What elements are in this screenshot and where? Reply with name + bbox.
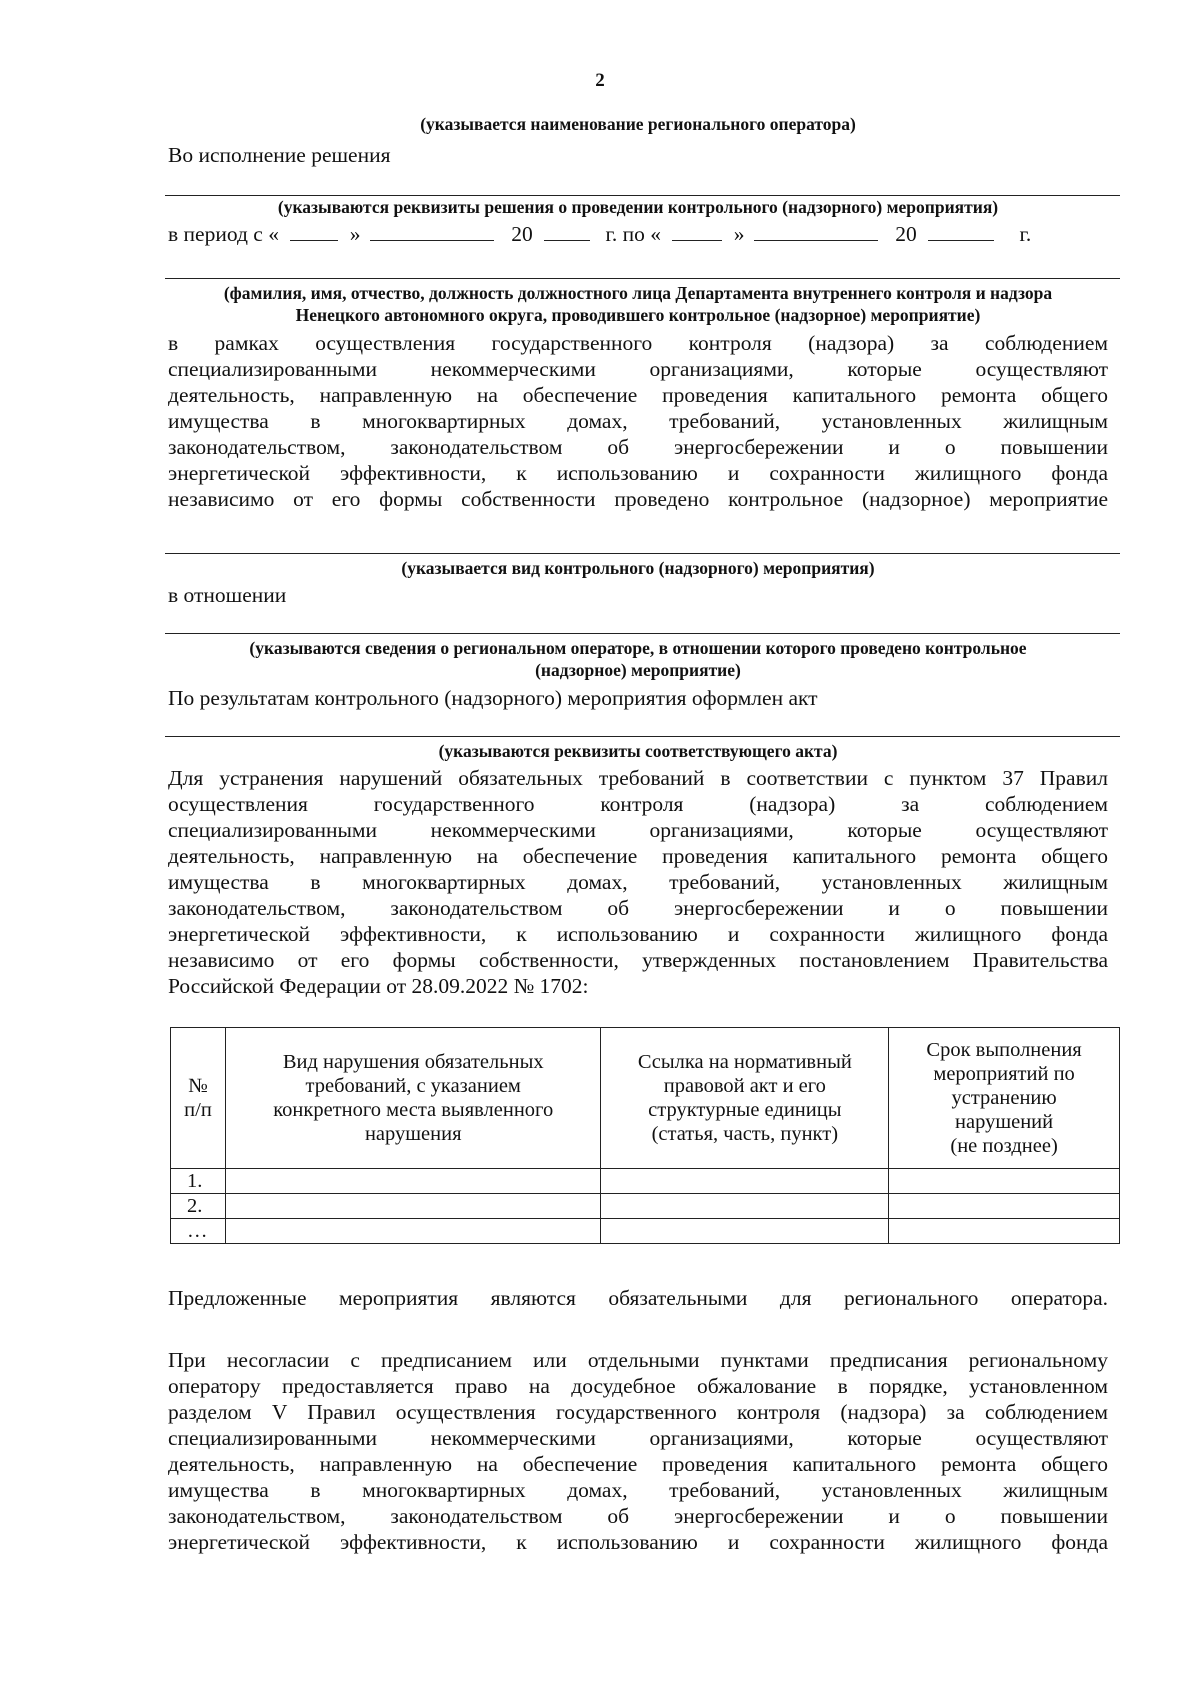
header-number: [171, 1028, 226, 1169]
header-deadline-line: Срок выполнения: [926, 1039, 1082, 1061]
caption-operator-info: [168, 637, 1108, 681]
paragraph1-line: независимо от его формы собственности проведено контрольное (надзорное) мероприятие: [168, 487, 1108, 511]
header-deadline-line: устранению: [951, 1087, 1057, 1109]
period-prefix: в период с «: [168, 222, 279, 246]
page-number: 2: [595, 70, 605, 91]
paragraph2-line: специализированными некоммерческими организациями, которые осуществляют: [168, 818, 1108, 842]
header-deadline-line: мероприятий по: [933, 1063, 1075, 1085]
day-to-blank: [672, 222, 722, 241]
cell-deadline: [889, 1169, 1120, 1194]
operator-info-line: [165, 633, 1120, 634]
table-row: [171, 1169, 1120, 1194]
violations-table: [170, 1027, 1120, 1244]
year-to-blank: [928, 222, 994, 241]
caption-operator-info-line2: (надзорное) мероприятие): [535, 660, 741, 680]
paragraph2-line: Российской Федерации от 28.09.2022 № 1702:: [168, 974, 589, 998]
table-header-row: [171, 1028, 1120, 1169]
table-row: [171, 1219, 1120, 1244]
header-violation-line: нарушения: [364, 1123, 462, 1145]
header-deadline: [889, 1028, 1120, 1169]
header-reference-line: (статья, часть, пункт): [651, 1123, 839, 1145]
month-from-blank: [370, 222, 494, 241]
caption-decision-details: (указываются реквизиты решения о проведении контрольного (надзорного) мероприятия): [277, 197, 999, 217]
header-deadline-line: (не позднее): [950, 1135, 1058, 1157]
caption-operator-info-line1: (указываются сведения о региональном операторе, в отношении которого проведено контрольное: [249, 638, 1027, 658]
period-suffix: г.: [1019, 222, 1032, 246]
paragraph1-line: энергетической эффективности, к использованию и сохранности жилищного фонда: [168, 461, 1108, 485]
header-number-line: п/п: [184, 1099, 212, 1121]
month-to-blank: [754, 222, 878, 241]
caption-operator-name: (указывается наименование регионального оператора): [420, 114, 856, 134]
paragraph3-line: законодательством, законодательством об энергосбережении и о повышении: [168, 1504, 1108, 1528]
header-reference-line: структурные единицы: [648, 1099, 842, 1121]
cell-reference: [601, 1194, 889, 1219]
paragraph2-line: осуществления государственного контроля (надзора) за соблюдением: [168, 792, 1108, 816]
paragraph1-line: имущества в многоквартирных домах, требований, установленных жилищным: [168, 409, 1108, 433]
mandatory-note-text: Предложенные мероприятия являются обязательными для регионального оператора.: [168, 1286, 1108, 1310]
paragraph3-line: имущества в многоквартирных домах, требований, установленных жилищным: [168, 1478, 1108, 1502]
cell-reference: [601, 1219, 889, 1244]
paragraph3-line: При несогласии с предписанием или отдельными пунктами предписания региональному: [168, 1348, 1108, 1372]
header-legal-reference: [601, 1028, 889, 1169]
in-relation-label: в отношении: [168, 583, 287, 607]
paragraph2-line: энергетической эффективности, к использованию и сохранности жилищного фонда: [168, 922, 1108, 946]
header-reference-line: Ссылка на нормативный: [637, 1051, 852, 1073]
row-number: 1.: [171, 1169, 226, 1194]
paragraph2-line: законодательством, законодательством об энергосбережении и о повышении: [168, 896, 1108, 920]
event-type-line: [165, 553, 1120, 554]
official-line: [165, 278, 1120, 279]
paragraph1-line: специализированными некоммерческими организациями, которые осуществляют: [168, 357, 1108, 381]
header-reference-line: правовой акт и его: [663, 1075, 826, 1097]
paragraph3-line: деятельность, направленную на обеспечение проведения капитального ремонта общего: [168, 1452, 1108, 1476]
paragraph2-line: независимо от его формы собственности, утвержденных постановлением Правительства: [168, 948, 1108, 972]
period-mid: г. по «: [605, 222, 661, 246]
caption-act-details: (указываются реквизиты соответствующего акта): [438, 741, 838, 761]
header-violation-type: [225, 1028, 601, 1169]
cell-violation: [225, 1169, 601, 1194]
decision-intro: Во исполнение решения: [168, 143, 391, 167]
day-from-blank: [290, 222, 338, 241]
paragraph-control-scope: [168, 330, 1108, 512]
paragraph3-line: оператору предоставляется право на досудебное обжалование в порядке, установленном: [168, 1374, 1108, 1398]
row-number: 2.: [171, 1194, 226, 1219]
year-prefix-to: 20: [895, 222, 917, 246]
row-number: …: [171, 1219, 226, 1244]
year-prefix-from: 20: [511, 222, 533, 246]
header-deadline-line: нарушений: [955, 1111, 1054, 1133]
cell-violation: [225, 1194, 601, 1219]
act-details-line: [165, 736, 1120, 737]
caption-event-type: (указывается вид контрольного (надзорного) мероприятия): [401, 558, 875, 578]
header-violation-line: конкретного места выявленного: [273, 1099, 554, 1121]
period-line: [168, 221, 1128, 247]
paragraph2-line: Для устранения нарушений обязательных требований в соответствии с пунктом 37 Правил: [168, 766, 1108, 790]
table-row: [171, 1194, 1120, 1219]
mandatory-note: [168, 1285, 1108, 1311]
cell-deadline: [889, 1219, 1120, 1244]
cell-reference: [601, 1169, 889, 1194]
paragraph-appeal-rights: [168, 1347, 1108, 1555]
header-violation-line: требований, с указанием: [305, 1075, 521, 1097]
paragraph3-line: энергетической эффективности, к использованию и сохранности жилищного фонда: [168, 1530, 1108, 1554]
header-violation-line: Вид нарушения обязательных: [282, 1051, 544, 1073]
paragraph3-line: специализированными некоммерческими организациями, которые осуществляют: [168, 1426, 1108, 1450]
paragraph1-line: деятельность, направленную на обеспечение проведения капитального ремонта общего: [168, 383, 1108, 407]
period-close-quote-to: »: [733, 222, 745, 246]
paragraph2-line: деятельность, направленную на обеспечение проведения капитального ремонта общего: [168, 844, 1108, 868]
period-close-quote-from: »: [349, 222, 361, 246]
caption-official: [168, 282, 1108, 326]
paragraph2-line: имущества в многоквартирных домах, требований, установленных жилищным: [168, 870, 1108, 894]
cell-violation: [225, 1219, 601, 1244]
paragraph1-line: законодательством, законодательством об энергосбережении и о повышении: [168, 435, 1108, 459]
caption-official-line1: (фамилия, имя, отчество, должность должностного лица Департамента внутреннего контроля и надзора: [223, 283, 1053, 303]
paragraph1-line: в рамках осуществления государственного контроля (надзора) за соблюдением: [168, 331, 1108, 355]
act-intro: По результатам контрольного (надзорного) мероприятия оформлен акт: [168, 686, 818, 710]
caption-official-line2: Ненецкого автономного округа, проводившего контрольное (надзорное) мероприятие): [295, 305, 981, 325]
cell-deadline: [889, 1194, 1120, 1219]
header-number-line: №: [188, 1075, 208, 1097]
year-from-blank: [544, 222, 590, 241]
paragraph3-line: разделом V Правил осуществления государственного контроля (надзора) за соблюдением: [168, 1400, 1108, 1424]
paragraph-remedy-basis: [168, 765, 1108, 999]
